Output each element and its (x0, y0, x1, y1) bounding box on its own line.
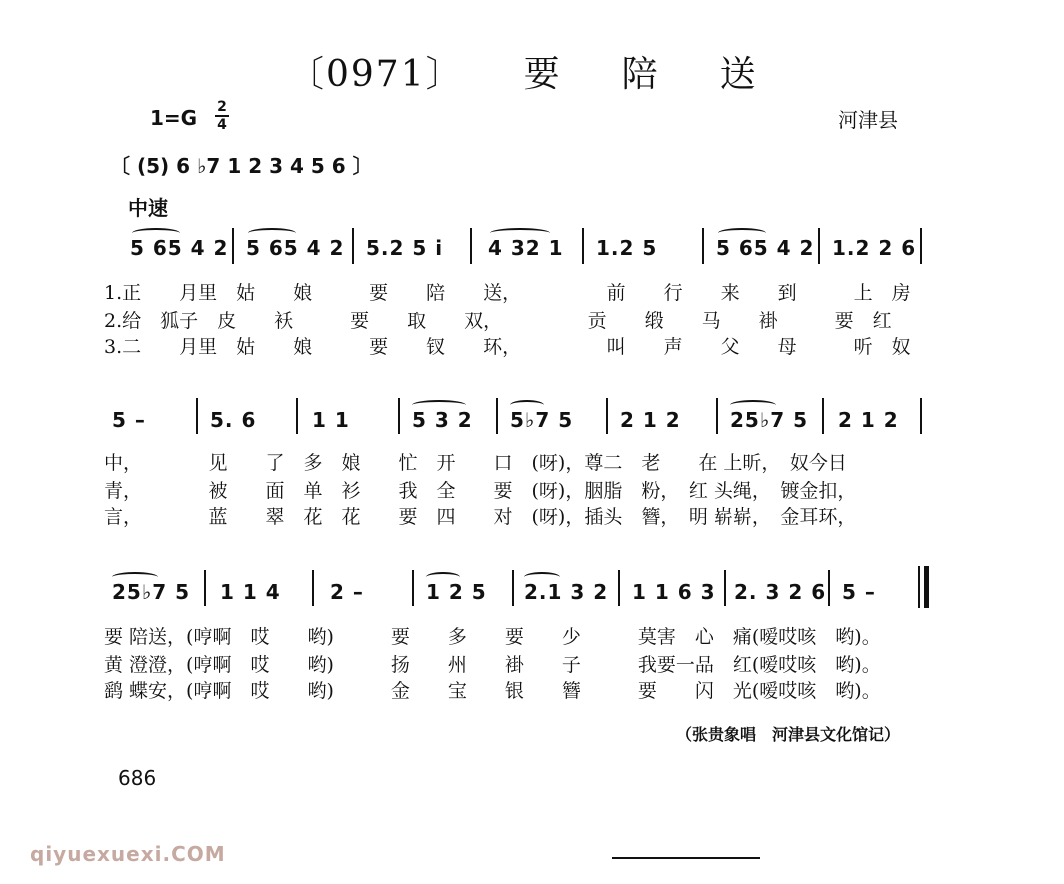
measure: 5 – (842, 580, 876, 604)
barline (702, 228, 704, 264)
lyric-verse-2: 青， 被 面 单 衫 我 全 要 (呀)，胭脂 粉， 红 头绳， 镀金扣， (104, 480, 857, 502)
lyric-verse-1: 1.正 月里 姑 娘 要 陪 送， 前 行 来 到 上 房 (104, 282, 911, 304)
slur (426, 572, 460, 582)
barline (496, 398, 498, 434)
measure: 2.1 3 2 (524, 580, 609, 604)
slur (718, 228, 766, 238)
barline (822, 398, 824, 434)
barline (232, 228, 234, 264)
barline (412, 570, 414, 606)
barline (828, 570, 830, 606)
slur (490, 228, 550, 238)
measure: 2 1 2 (838, 408, 899, 432)
slur (248, 228, 296, 238)
tempo-marking: 中速 (128, 196, 168, 220)
measure: 5.2 5 i (366, 236, 444, 260)
barline (312, 570, 314, 606)
barline (618, 570, 620, 606)
barline (724, 570, 726, 606)
barline (582, 228, 584, 264)
title-char-3: 送 (719, 54, 758, 95)
time-bottom: 4 (217, 117, 227, 133)
lyric-verse-3: 言， 蓝 翠 花 花 要 四 对 (呀)，插头 簪， 明 崭崭， 金耳环， (104, 506, 857, 528)
measure: 5 65 4 2 (716, 236, 815, 260)
measure: 1 1 6 3 (632, 580, 716, 604)
intro-line: 〔 (5) 6 ♭7 1 2 3 4 5 6 〕 (110, 154, 373, 178)
measure: 5♭7 5 (510, 408, 574, 432)
measure: 2. 3 2 6 (734, 580, 827, 604)
title-char-1: 要 (523, 54, 562, 95)
region-label: 河津县 (838, 108, 898, 132)
lyric-verse-1: 中， 见 了 多 娘 忙 开 口 (呀)，尊二 老 在 上昕， 奴今日 (104, 452, 847, 474)
measure: 5 3 2 (412, 408, 473, 432)
barline (920, 398, 922, 434)
measure: 2 1 2 (620, 408, 681, 432)
key-signature: 1=G (150, 106, 198, 130)
lyric-verse-3: 3.二 月里 姑 娘 要 钗 环， 叫 声 父 母 听 奴 (104, 336, 911, 358)
measure: 1 1 (312, 408, 350, 432)
barline (920, 228, 922, 264)
lyric-verse-3: 鹞 蝶安，(哼啊 哎 哟) 金 宝 银 簪 要 闪 光(嗳哎咳 哟)。 (104, 680, 881, 702)
watermark: qiyuexuexi.COM (30, 842, 226, 866)
measure: 1.2 2 6 (832, 236, 917, 260)
measure: 25♭7 5 (112, 580, 191, 604)
song-title (288, 46, 758, 97)
slur (412, 400, 466, 410)
time-signature (215, 100, 229, 132)
measure: 5 – (112, 408, 146, 432)
barline (606, 398, 608, 434)
final-barline-thin (918, 566, 920, 608)
barline (196, 398, 198, 434)
lyric-verse-2: 2.给 狐子 皮 袄 要 取 双， 贡 缎 马 褂 要 红 (104, 310, 892, 332)
measure: 5. 6 (210, 408, 257, 432)
measure: 25♭7 5 (730, 408, 809, 432)
final-barline-thick (924, 566, 929, 608)
barline (352, 228, 354, 264)
slur (524, 572, 560, 582)
measure: 2 – (330, 580, 364, 604)
lyric-verse-1: 要 陪送，(哼啊 哎 哟) 要 多 要 少 莫害 心 痛(嗳哎咳 哟)。 (104, 626, 881, 648)
lyric-verse-2: 黄 澄澄，(哼啊 哎 哟) 扬 州 褂 子 我要一品 红(嗳哎咳 哟)。 (104, 654, 881, 676)
measure: 1 2 5 (426, 580, 487, 604)
time-top: 2 (217, 99, 227, 115)
page-number: 686 (118, 766, 157, 790)
barline (818, 228, 820, 264)
barline (512, 570, 514, 606)
credit-line: （张贵象唱 河津县文化馆记） (676, 725, 901, 744)
song-number: 〔0971〕 (288, 54, 464, 95)
barline (716, 398, 718, 434)
barline (296, 398, 298, 434)
measure: 5 65 4 2 (130, 236, 229, 260)
slur (112, 572, 158, 582)
measure: 1 1 4 (220, 580, 281, 604)
measure: 5 65 4 2 (246, 236, 345, 260)
barline (398, 398, 400, 434)
slur (510, 400, 544, 410)
measure: 4 32 1 (488, 236, 564, 260)
measure: 1.2 5 (596, 236, 658, 260)
barline (204, 570, 206, 606)
footer-rule (612, 857, 760, 859)
slur (730, 400, 776, 410)
title-char-2: 陪 (621, 54, 660, 95)
slur (132, 228, 180, 238)
barline (470, 228, 472, 264)
